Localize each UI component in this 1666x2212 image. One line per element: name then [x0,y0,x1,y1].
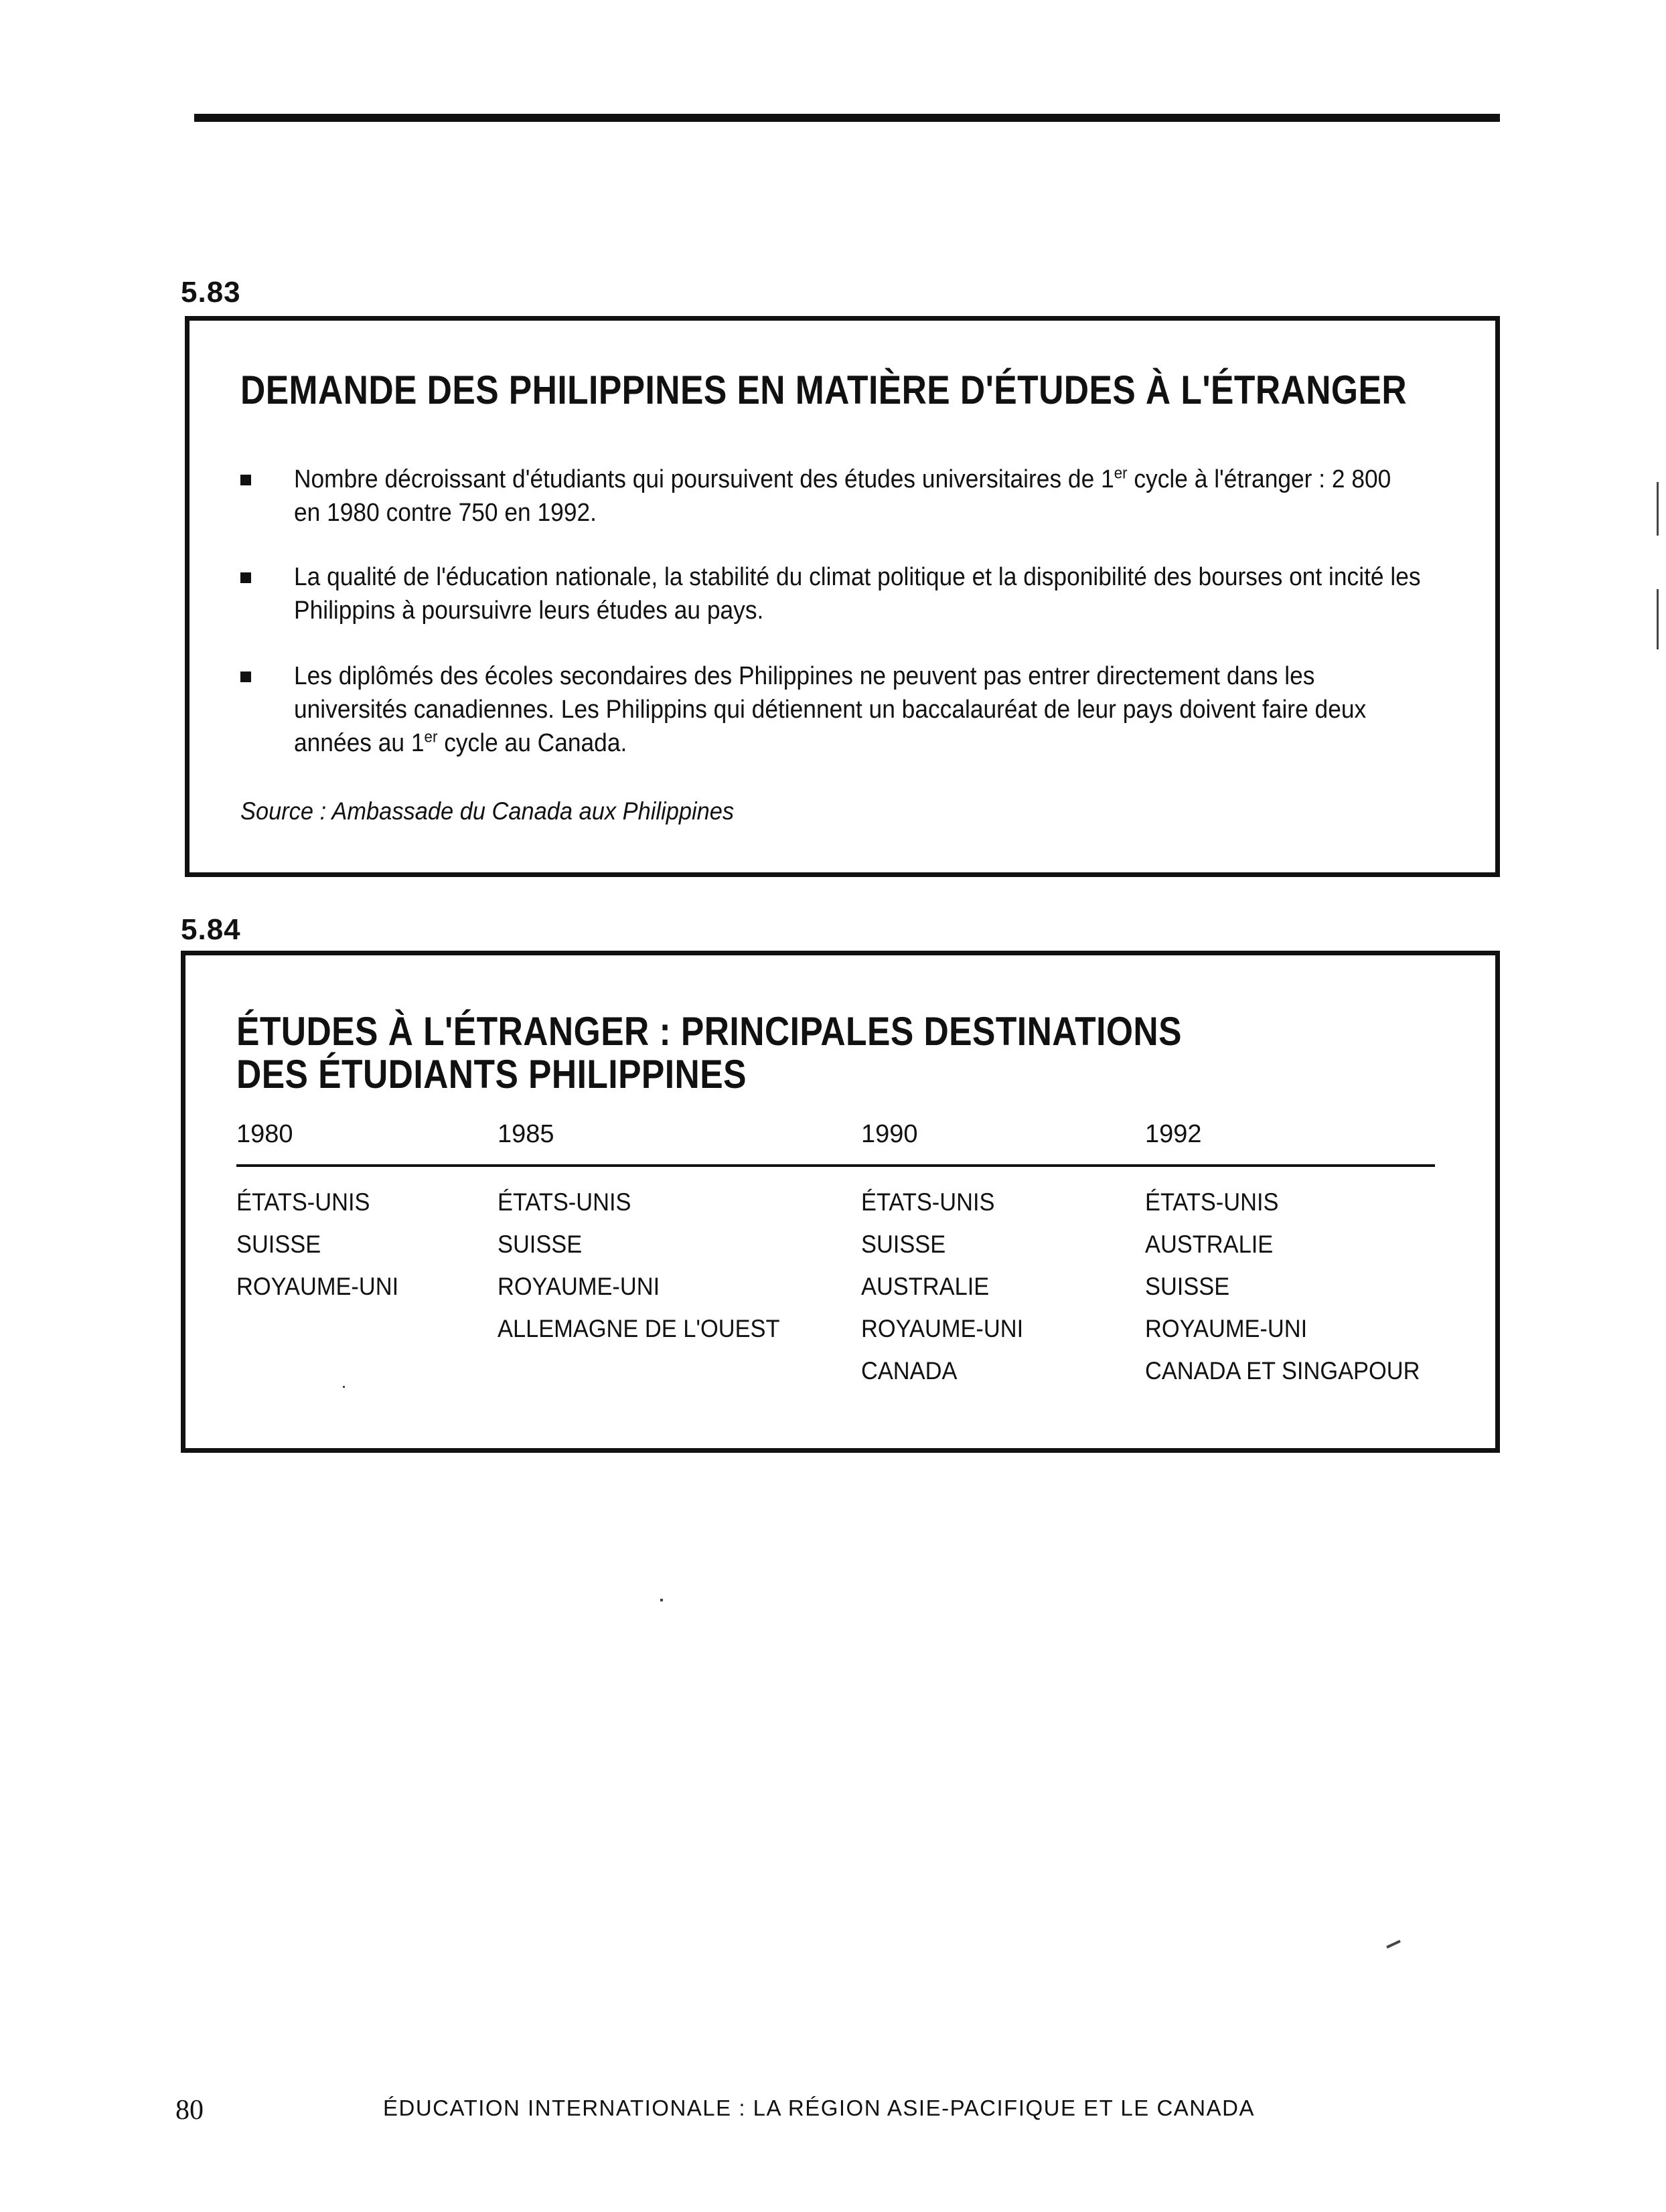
list-item: ÉTATS-UNIS [498,1188,631,1216]
list-item: SUISSE [236,1231,321,1258]
column-year: 1990 [861,1120,918,1148]
page-number: 80 [175,2095,204,2126]
list-item: ÉTATS-UNIS [236,1188,370,1216]
bullet-square-icon [240,475,251,485]
column-year: 1980 [236,1120,293,1148]
scan-speck [343,1386,345,1388]
list-item: SUISSE [498,1231,583,1258]
column-1980 [236,1118,410,1308]
column-1990 [861,1118,1035,1392]
bullet-text: Les diplômés des écoles secondaires des Philippines ne peuvent pas entrer directement dans les universités canadiennes. Les Philippins qui détiennent un baccalauréat de leur pays doivent faire deux années au 1er cycle au Canada. [294,662,1367,757]
list-item: SUISSE [861,1231,946,1258]
list-item: ROYAUME-UNI [498,1273,660,1300]
list-item: CANADA ET SINGAPOUR [1145,1357,1420,1385]
list-item: ROYAUME-UNI [861,1315,1024,1342]
scan-edge-mark [1657,589,1659,649]
box-study-destinations [181,951,1500,1453]
bullet-text: La qualité de l'éducation nationale, la stabilité du climat politique et la disponibilité des bourses ont incité les Philippins à poursuivre leurs études au pays. [294,563,1421,625]
list-item: ALLEMAGNE DE L'OUEST [498,1315,780,1342]
column-1985 [498,1118,801,1350]
list-item: ROYAUME-UNI [236,1273,399,1300]
column-year: 1992 [1145,1120,1202,1148]
scan-speck [1386,1940,1401,1949]
box-title: DEMANDE DES PHILIPPINES EN MATIÈRE D'ÉTUDES À L'ÉTRANGER [240,368,1408,412]
bullet-square-icon [240,672,251,682]
box-title-line-1: ÉTUDES À L'ÉTRANGER : PRINCIPALES DESTINATIONS [236,1009,1182,1054]
top-rule [194,114,1500,122]
bullet-square-icon [240,572,251,583]
column-1992 [1145,1118,1440,1392]
running-footer-title: ÉDUCATION INTERNATIONALE : LA RÉGION ASIE-PACIFIQUE ET LE CANADA [383,2096,1255,2120]
source-note: Source : Ambassade du Canada aux Philippines [240,797,735,825]
section-number-584: 5.84 [181,913,241,946]
list-item: AUSTRALIE [861,1273,990,1300]
list-item: CANADA [861,1357,958,1385]
list-item: ÉTATS-UNIS [861,1188,995,1216]
bullet-text: Nombre décroissant d'étudiants qui poursuivent des études universitaires de 1er cycle à l'étranger : 2 800 en 1980 contre 750 en 1992. [294,464,1391,527]
scan-edge-mark [1657,482,1659,536]
box-philippines-demand [185,316,1500,877]
list-item: SUISSE [1145,1273,1230,1300]
box-title-line-2: DES ÉTUDIANTS PHILIPPINES [236,1052,747,1097]
scan-speck [660,1599,663,1601]
section-number-583: 5.83 [181,276,241,309]
column-year: 1985 [498,1120,554,1148]
list-item: ÉTATS-UNIS [1145,1188,1279,1216]
list-item: ROYAUME-UNI [1145,1315,1308,1342]
list-item: AUSTRALIE [1145,1231,1274,1258]
